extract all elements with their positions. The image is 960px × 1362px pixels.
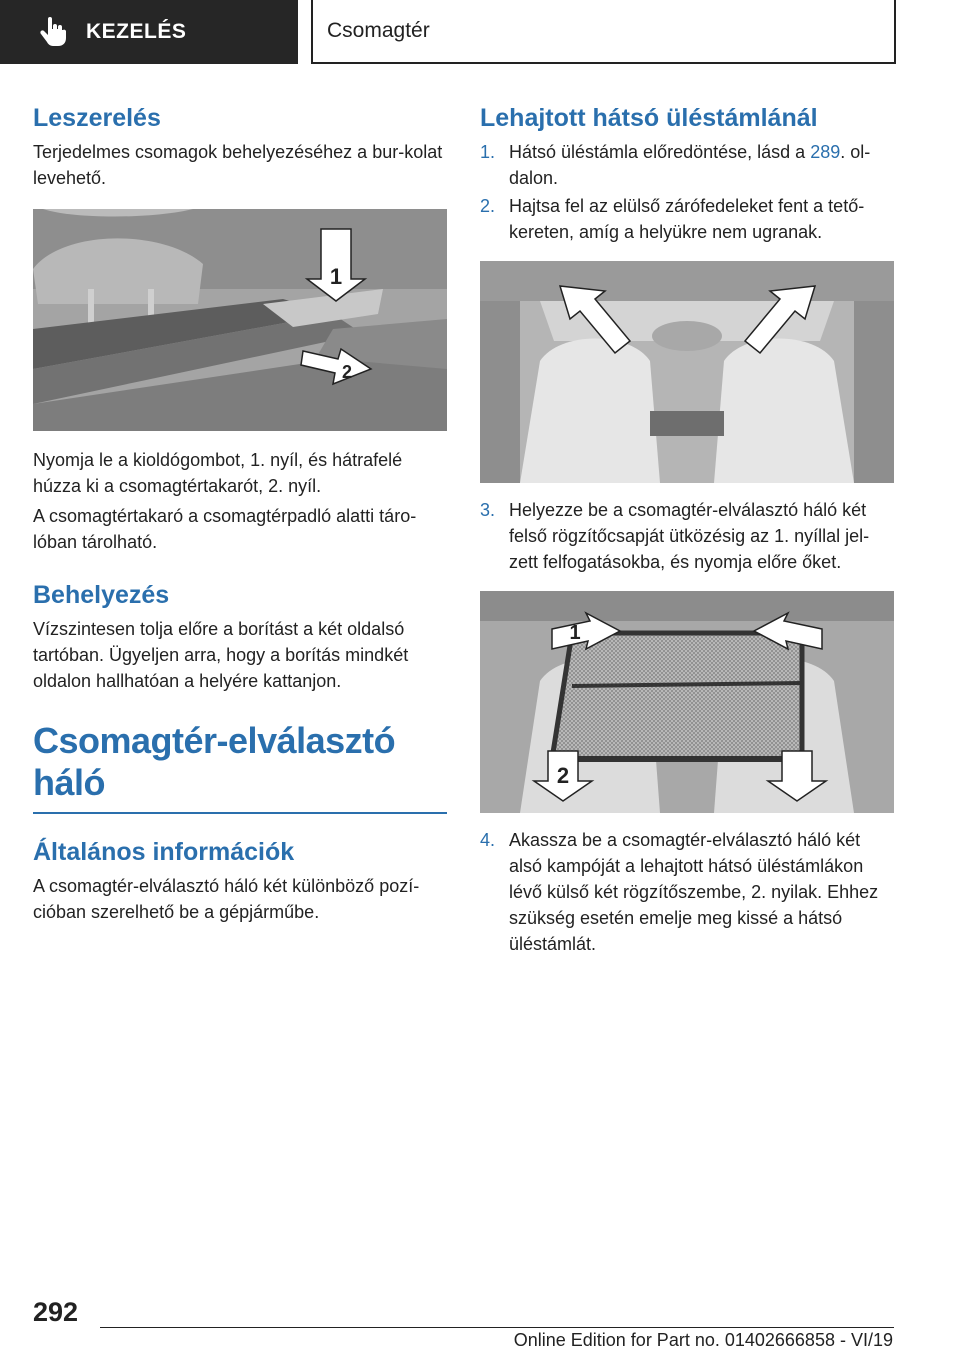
step-item (480, 139, 894, 191)
net-installation-figure (480, 591, 894, 813)
step-item (480, 497, 894, 575)
chapter-title: Csomagtér (327, 19, 430, 42)
tab-label: KEZELÉS (86, 20, 187, 43)
figure-label-1: 1 (569, 622, 581, 644)
paragraph: Terjedelmes csomagok behelyezéséhez a bur-kolat levehető. (33, 142, 443, 188)
step-text: Hajtsa fel az elülső zárófedeleket fent a tető-kereten, amíg a helyükre nem ugranak. (509, 196, 865, 242)
steps-list (480, 827, 894, 957)
steps-list (480, 139, 894, 245)
roof-latch-figure (480, 261, 894, 483)
chapter-header (311, 0, 896, 64)
hand-pointer-icon (40, 17, 66, 47)
cargo-cover-removal-figure (33, 209, 447, 431)
step-text-part: . ol-dalon. (509, 142, 871, 188)
page-number: 292 (33, 1297, 79, 1327)
step-item (480, 827, 894, 957)
main-title: Csomagtér-elválasztó háló (33, 720, 447, 814)
chapter-tab (0, 0, 298, 64)
footer-edition: Online Edition for Part no. 01402666858 - VI/19 (513, 1330, 893, 1350)
paragraph: A csomagtértakaró a csomagtérpadló alatti táro-lóban tárolható. (33, 506, 417, 552)
step-text-part: Hátsó üléstámla előredöntése, lásd a (509, 142, 811, 162)
paragraph: A csomagtér-elválasztó háló két különböző pozí-cióban szerelhető be a gépjárműbe. (33, 876, 420, 922)
footer-divider (100, 1327, 894, 1328)
paragraph: Vízszintesen tolja előre a borítást a két oldalsó tartóban. Ügyeljen arra, hogy a borítás mindkét oldalon hallhatóan a helyére kattanjon. (33, 619, 409, 691)
section-title-behelyezes: Behelyezés (33, 581, 170, 609)
step-number: 2. (480, 196, 496, 216)
step-text (509, 139, 894, 191)
step-text: Akassza be a csomagtér-elválasztó háló két alsó kampóját a lehajtott hátsó üléstámlákon lévő külső két rögzítőszembe, 2. nyilak. Ehhez szükség esetén emelje meg kissé a hátsó üléstámlát. (509, 830, 879, 954)
step-number: 4. (480, 830, 496, 850)
paragraph: Nyomja le a kioldógombot, 1. nyíl, és hátrafelé húzza ki a csomagtértakarót, 2. nyíl. (33, 450, 403, 496)
figure-label-1: 1 (329, 264, 343, 289)
page-link[interactable]: 289 (810, 142, 841, 162)
step-number: 1. (480, 142, 496, 162)
step-number: 3. (480, 500, 496, 520)
step-item (480, 193, 894, 245)
section-title-lehajtott: Lehajtott hátsó üléstámlánál (480, 104, 818, 132)
section-title-leszereles: Leszerelés (33, 104, 161, 132)
steps-list (480, 497, 894, 575)
step-text: Helyezze be a csomagtér-elválasztó háló két felső rögzítőcsapját ütközésig az 1. nyíllal jel-zett felfogatásokba, és nyomja előre őket. (509, 500, 870, 572)
right-column (480, 100, 894, 959)
figure-label-2: 2 (556, 763, 570, 788)
section-title-altalanos: Általános információk (33, 838, 295, 866)
left-column (33, 100, 447, 929)
figure-label-2: 2 (341, 362, 353, 382)
